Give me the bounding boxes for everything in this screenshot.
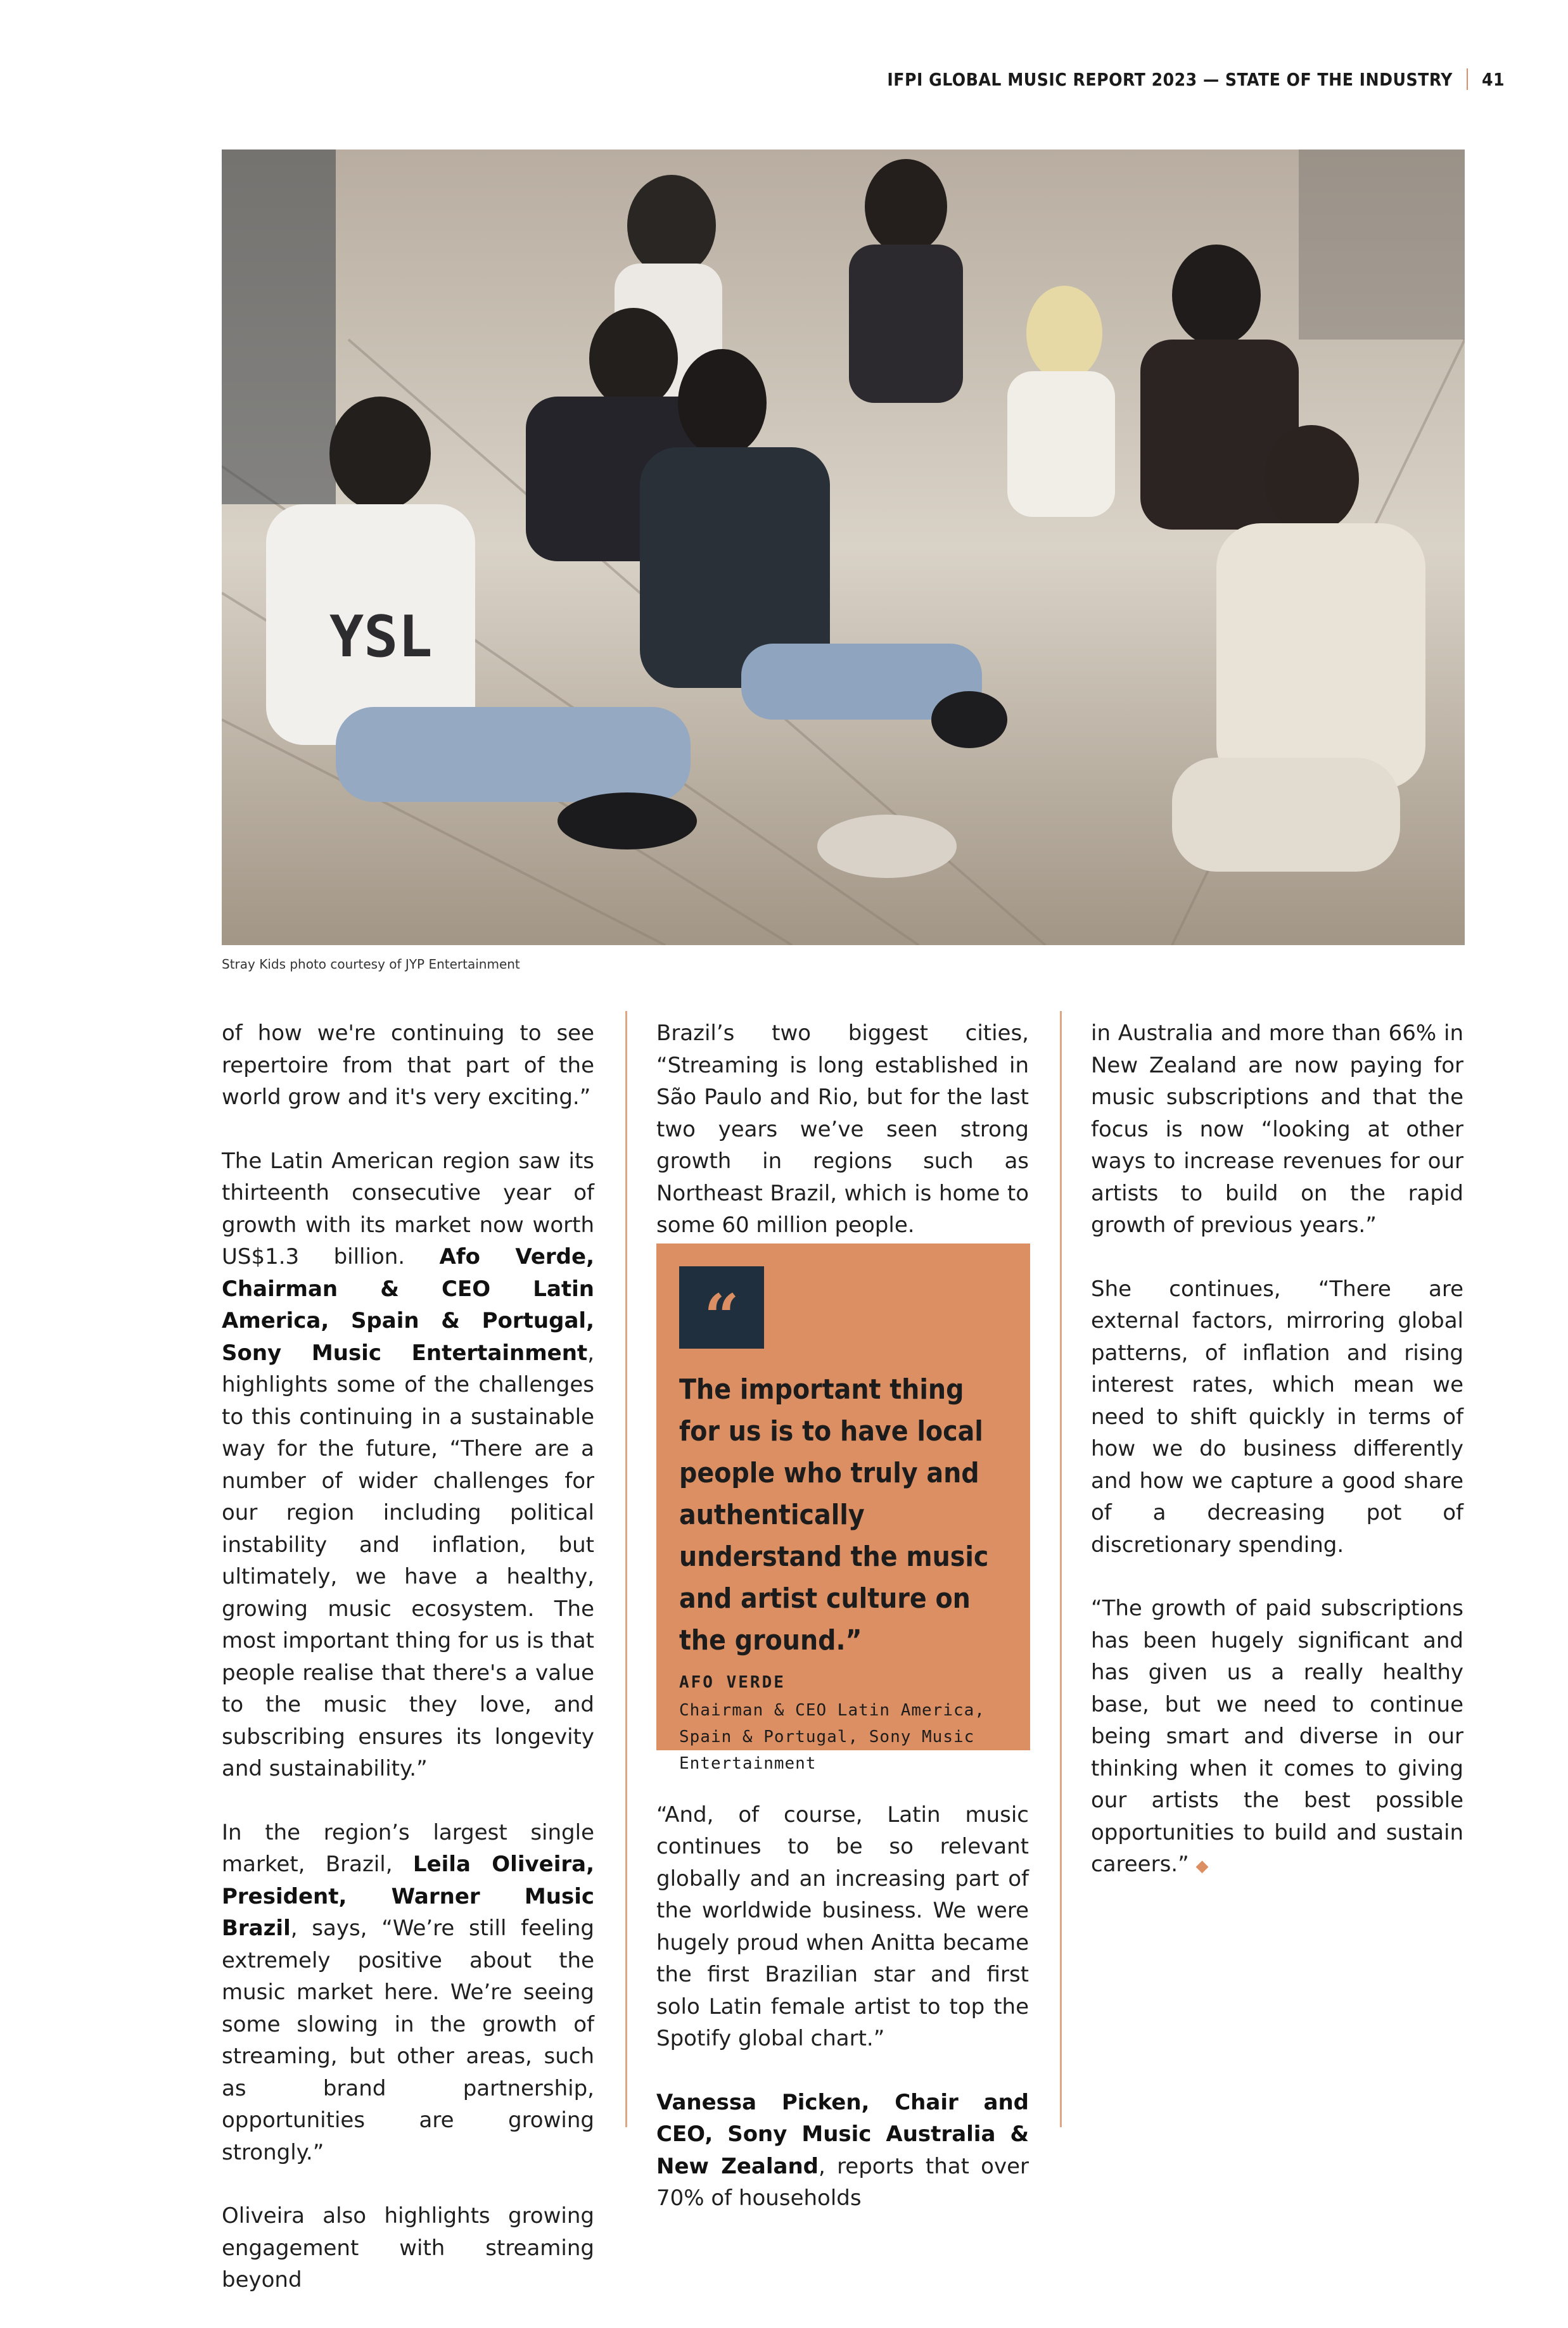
paragraph <box>222 1145 594 1785</box>
paragraph <box>1091 1593 1463 1883</box>
band-photo-illustration <box>222 149 1465 945</box>
speaker-name: Leila Oliveira, President, Warner Music Brazil <box>222 1852 594 1941</box>
pull-quote-role: Chairman & CEO Latin America, Spain & Portugal, Sony Music Entertainment <box>679 1701 985 1773</box>
article-column-3 <box>1091 1017 1463 1914</box>
speaker-name: Afo Verde, Chairman & CEO Latin America, Spain & Portugal, Sony Music Entertainment <box>222 1244 594 1366</box>
page-header <box>887 63 1505 95</box>
paragraph: Oliveira also highlights growing engagement with streaming beyond <box>222 2203 594 2293</box>
pull-quote <box>656 1244 1030 1773</box>
article-column-1 <box>222 1017 594 2328</box>
band-photo <box>222 149 1465 945</box>
paragraph <box>222 1817 594 2169</box>
photo-caption: Stray Kids photo courtesy of JYP Entertainment <box>222 957 520 972</box>
report-title: IFPI GLOBAL MUSIC REPORT 2023 — STATE OF THE INDUSTRY <box>887 68 1453 90</box>
column-divider <box>1060 1011 1062 2127</box>
paragraph-text: , reports that over 70% of households <box>656 2153 1029 2211</box>
paragraph <box>656 2087 1029 2215</box>
paragraph: in Australia and more than 66% in New Zealand are now paying for music subscriptions and that the focus is now “looking at other ways to increase revenues for our artists to build on the rapid growth of previous years.” <box>1091 1021 1463 1238</box>
speaker-name: Vanessa Picken, Chair and CEO, Sony Music Australia & New Zealand <box>656 2089 1029 2179</box>
page-number: 41 <box>1481 68 1505 90</box>
paragraph-text: The Latin American region saw its thirteenth consecutive year of growth with its market now worth US$1.3 billion. <box>222 1148 594 1269</box>
end-mark-icon: ◆ <box>1195 1857 1209 1876</box>
shirt-text: YSL <box>329 604 433 670</box>
header-divider <box>1467 68 1468 90</box>
paragraph: “And, of course, Latin music continues to be so relevant globally and an increasing part of the worldwide business. We were hugely proud when Anitta became the first Brazilian star and first solo Latin female artist to top the Spotify global chart.” <box>656 1802 1029 2051</box>
quote-icon: “ <box>679 1266 764 1349</box>
paragraph-text: , highlights some of the challenges to this continuing in a sustainable way for the future, “There are a number of wider challenges for our region including political instability and inflation, but ultimately, we have a healthy, growing music ecosystem. The most important thing for us is that people realise that there's a value to the music they love, and subscribing ensures its longevity and sustainability.” <box>222 1340 594 1781</box>
pull-quote-text: The important thing for us is to have local people who truly and authentically understand the music and artist culture on the ground.” <box>679 1373 989 1657</box>
paragraph: of how we're continuing to see repertoire from that part of the world grow and it's very exciting.” <box>222 1021 594 1110</box>
paragraph-text: In the region’s largest single market, Brazil, <box>222 1819 594 1877</box>
paragraph-text: , says, “We’re still feeling extremely positive about the music market here. We’re seeing some slowing in the growth of streaming, but other areas, such as brand partnership, opportunities are growing strongly.” <box>222 1916 594 2165</box>
paragraph: Brazil’s two biggest cities, “Streaming is long established in São Paulo and Rio, but for the last two years we’ve seen strong growth in regions such as Northeast Brazil, which is home to some 60 million people. <box>656 1021 1029 1238</box>
column-divider <box>625 1011 627 2127</box>
paragraph-text: “The growth of paid subscriptions has been hugely significant and has given us a really healthy base, but we need to continue being smart and diverse in our thinking when it comes to giving our artists the best possible opportunities to build and sustain careers.” <box>1091 1596 1463 1877</box>
pull-quote-name: AFO VERDE <box>679 1673 786 1692</box>
paragraph: She continues, “There are external factors, mirroring global patterns, of inflation and rising interest rates, which mean we need to shift quickly in terms of how we do business differently and how we capture a good share of a decreasing pot of discretionary spending. <box>1091 1276 1463 1558</box>
